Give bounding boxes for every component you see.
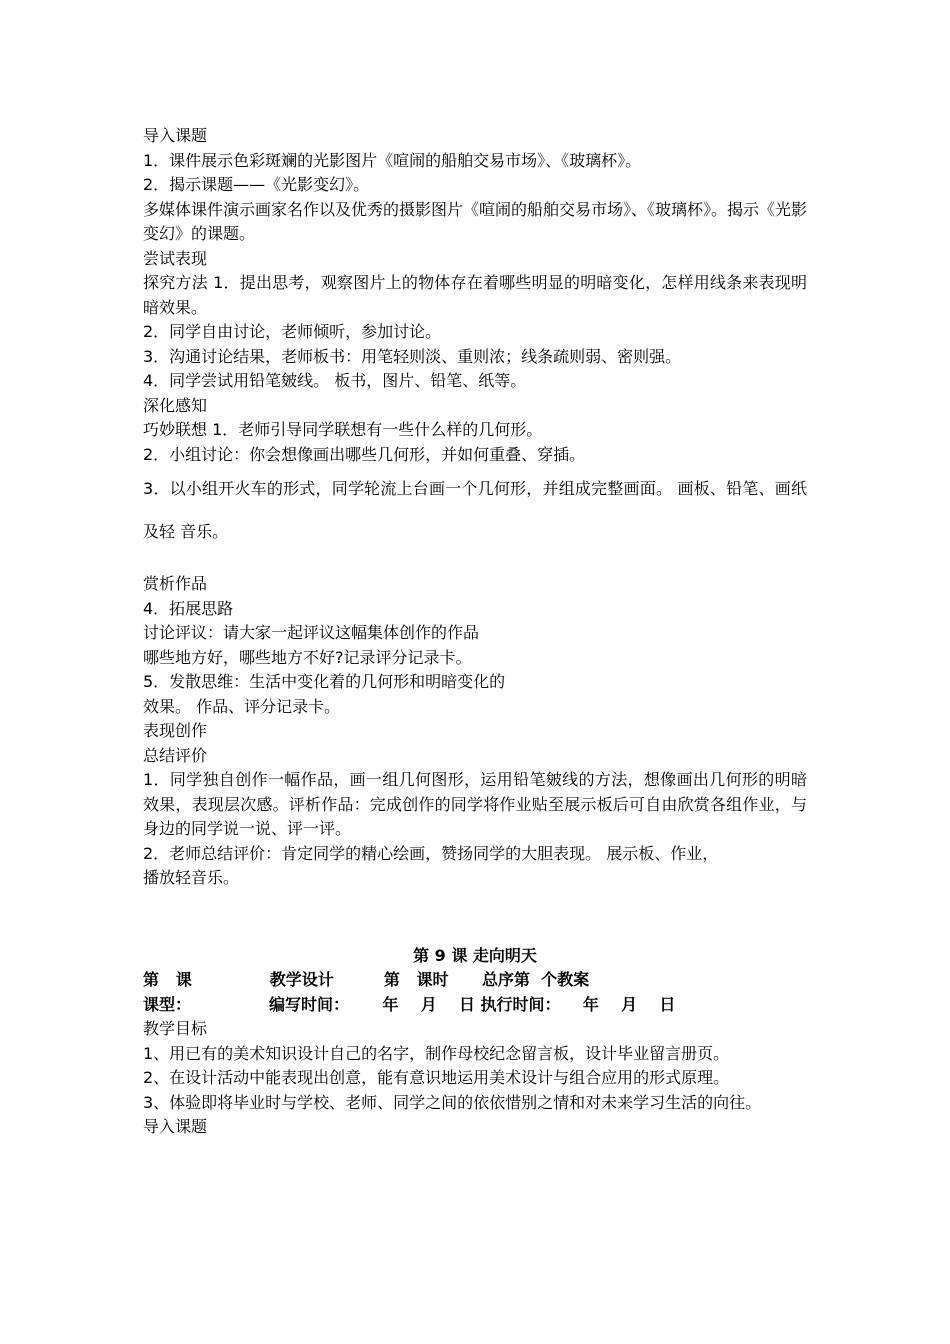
heading-goals: 教学目标 bbox=[143, 1019, 208, 1038]
text-paragraph: 多媒体课件演示画家名作以及优秀的摄影图片《喧闹的船舶交易市场》、《玻璃杯》。揭示《光影变幻》的课题。 bbox=[143, 199, 808, 243]
heading-import: 导入课题 bbox=[143, 1117, 208, 1136]
text-line: 2．揭示课题——《光影变幻》。 bbox=[143, 175, 370, 194]
text-line: 哪些地方好，哪些地方不好?记录评分记录卡。 bbox=[143, 647, 472, 667]
text-line: 播放轻音乐。 bbox=[143, 868, 240, 887]
text-line: 5．发散思维：生活中变化着的几何形和明暗变化的 bbox=[143, 672, 506, 691]
text-paragraph: 1、用已有的美术知识设计自己的名字，制作母校纪念留言板，设计毕业留言册页。 bbox=[143, 1043, 730, 1063]
text-paragraph: 探究方法 1．提出思考，观察图片上的物体存在着哪些明显的明暗变化，怎样用线条来表现明暗效果。 bbox=[143, 273, 807, 317]
heading-try: 尝试表现 bbox=[143, 248, 208, 268]
spacer bbox=[143, 891, 807, 944]
text-paragraph: 1．同学独自创作一幅作品，画一组几何图形，运用铅笔皴线的方法，想像画出几何形的明暗效果，表现层次感。评析作品：完成创作的同学将作业贴至展示板后可自由欣赏各组作业，与身边的同学说一说、评一评。 bbox=[143, 770, 807, 838]
document-page bbox=[143, 124, 807, 1140]
lesson-header-line: 第 课 教学设计 第 课时 总序第 个教案 bbox=[143, 970, 590, 989]
text-line: 效果。 作品、评分记录卡。 bbox=[143, 696, 341, 716]
text-paragraph: 2．老师总结评价：肯定同学的精心绘画，赞扬同学的大胆表现。 展示板、作业， bbox=[143, 843, 719, 863]
heading-summary: 总结评价 bbox=[143, 745, 208, 765]
text-line: 1．课件展示色彩斑斓的光影图片《喧闹的船舶交易市场》、《玻璃杯》。 bbox=[143, 150, 642, 170]
heading-create: 表现创作 bbox=[143, 721, 208, 740]
text-paragraph: 2、在设计活动中能表现出创意，能有意识地运用美术设计与组合应用的形式原理。 bbox=[143, 1068, 730, 1087]
lesson-title: 第 9 课 走向明天 bbox=[413, 945, 537, 965]
text-line: 巧妙联想 1．老师引导同学联想有一些什么样的几何形。 bbox=[143, 420, 543, 439]
text-line: 4．拓展思路 bbox=[143, 598, 234, 618]
text-line: 4．同学尝试用铅笔皴线。 板书，图片、铅笔、纸等。 bbox=[143, 371, 527, 390]
heading-deepen: 深化感知 bbox=[143, 395, 208, 415]
heading-import: 导入课题 bbox=[143, 126, 208, 145]
text-paragraph: 3．以小组开火车的形式，同学轮流上台画一个几何形，并组成完整画面。 画板、铅笔、画纸及轻 音乐。 bbox=[143, 479, 807, 541]
text-paragraph: 3、体验即将毕业时与学校、老师、同学之间的依依惜别之情和对未来学习生活的向往。 bbox=[143, 1092, 762, 1112]
text-line: 3．沟通讨论结果，老师板书：用笔轻则淡、重则浓；线条疏则弱、密则强。 bbox=[143, 346, 682, 366]
text-line: 讨论评议：请大家一起评议这幅集体创作的作品 bbox=[143, 623, 480, 642]
text-line: 2．小组讨论：你会想像画出哪些几何形，并如何重叠、穿插。 bbox=[143, 444, 586, 464]
lesson-header-line: 课型： 编写时间： 年 月 日 执行时间： 年 月 日 bbox=[143, 994, 676, 1014]
text-line: 2．同学自由讨论，老师倾听，参加讨论。 bbox=[143, 322, 442, 341]
heading-appreciate: 赏析作品 bbox=[143, 574, 208, 593]
